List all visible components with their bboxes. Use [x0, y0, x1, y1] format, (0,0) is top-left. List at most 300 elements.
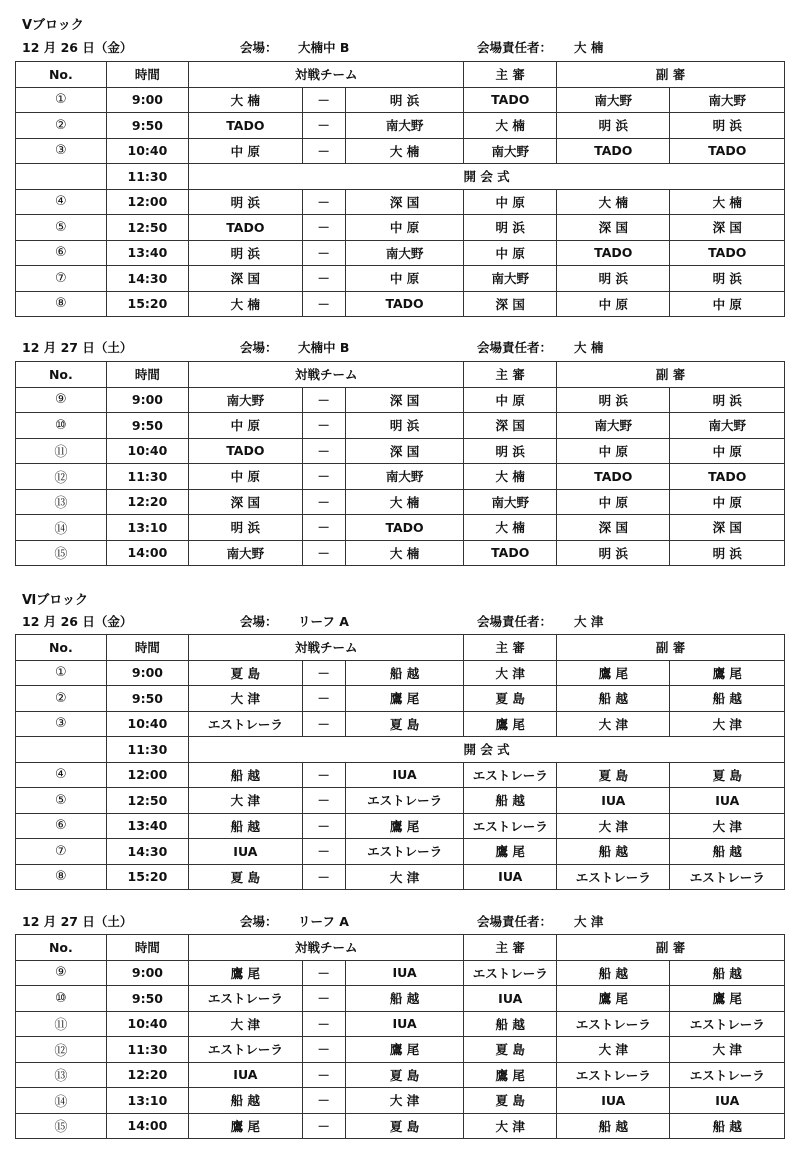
- table-row: [16, 291, 785, 317]
- match-no: ⑮: [16, 1113, 107, 1139]
- col-header-teams: 対戦チーム: [189, 635, 464, 661]
- assistant-referee-1: 深 国: [557, 215, 670, 241]
- assistant-referee-2: 深 国: [670, 515, 785, 541]
- assistant-referee-2: 大 津: [670, 711, 785, 737]
- table-row: [16, 438, 785, 464]
- assistant-referee-1: 大 津: [557, 711, 670, 737]
- table-row: [16, 788, 785, 814]
- vs-dash: －: [302, 960, 345, 986]
- col-header-no: No.: [16, 935, 107, 961]
- venue-name: 大楠中 B: [298, 40, 350, 55]
- assistant-referee-1: 中 原: [557, 291, 670, 317]
- team-away: 大 楠: [345, 138, 464, 164]
- team-away: 深 国: [345, 189, 464, 215]
- day-header: [22, 612, 792, 630]
- team-away: 深 国: [345, 438, 464, 464]
- table-row: [16, 464, 785, 490]
- table-row: [16, 686, 785, 712]
- team-home: 鷹 尾: [189, 960, 302, 986]
- team-home: 明 浜: [189, 515, 302, 541]
- opening-ceremony: 開 会 式: [189, 164, 785, 190]
- table-row: [16, 737, 785, 763]
- team-away: IUA: [345, 1011, 464, 1037]
- table-row: [16, 660, 785, 686]
- team-away: 深 国: [345, 387, 464, 413]
- main-referee: 鷹 尾: [464, 711, 557, 737]
- vs-dash: －: [302, 1062, 345, 1088]
- team-away: エストレーラ: [345, 788, 464, 814]
- match-time: 11:30: [106, 737, 188, 763]
- assistant-referee-1: TADO: [557, 138, 670, 164]
- main-referee: 明 浜: [464, 215, 557, 241]
- team-home: エストレーラ: [189, 986, 302, 1012]
- vs-dash: －: [302, 762, 345, 788]
- assistant-referee-2: 南大野: [670, 87, 785, 113]
- table-row: [16, 813, 785, 839]
- match-time: 11:30: [106, 1037, 188, 1063]
- match-time: 11:30: [106, 164, 188, 190]
- match-no: ⑪: [16, 1011, 107, 1037]
- match-time: 10:40: [106, 138, 188, 164]
- match-date: 12 月 26 日（金）: [22, 40, 133, 55]
- team-away: 船 越: [345, 660, 464, 686]
- vs-dash: －: [302, 189, 345, 215]
- assistant-referee-1: 船 越: [557, 686, 670, 712]
- main-referee: 中 原: [464, 189, 557, 215]
- table-row: [16, 138, 785, 164]
- main-referee: エストレーラ: [464, 762, 557, 788]
- table-row: [16, 762, 785, 788]
- main-referee: 中 原: [464, 240, 557, 266]
- col-header-time: 時間: [106, 635, 188, 661]
- main-referee: 鷹 尾: [464, 1062, 557, 1088]
- col-header-main-ref: 主 審: [464, 935, 557, 961]
- match-no: [16, 164, 107, 190]
- venue-manager: 大 津: [574, 914, 604, 929]
- vs-dash: －: [302, 464, 345, 490]
- assistant-referee-2: 船 越: [670, 686, 785, 712]
- match-no: ④: [16, 762, 107, 788]
- col-header-no: No.: [16, 62, 107, 88]
- main-referee: エストレーラ: [464, 813, 557, 839]
- match-time: 9:50: [106, 986, 188, 1012]
- team-home: 明 浜: [189, 240, 302, 266]
- main-referee: 南大野: [464, 489, 557, 515]
- assistant-referee-1: 大 津: [557, 813, 670, 839]
- team-home: 深 国: [189, 266, 302, 292]
- main-referee: 大 楠: [464, 464, 557, 490]
- assistant-referee-1: 大 津: [557, 1037, 670, 1063]
- table-row: [16, 189, 785, 215]
- header-row: [16, 935, 785, 961]
- main-referee: TADO: [464, 540, 557, 566]
- col-header-teams: 対戦チーム: [189, 62, 464, 88]
- match-time: 9:00: [106, 387, 188, 413]
- assistant-referee-1: IUA: [557, 788, 670, 814]
- assistant-referee-1: 船 越: [557, 960, 670, 986]
- match-time: 13:10: [106, 1088, 188, 1114]
- match-no: ①: [16, 660, 107, 686]
- assistant-referee-1: エストレーラ: [557, 864, 670, 890]
- main-referee: TADO: [464, 87, 557, 113]
- main-referee: 夏 島: [464, 1088, 557, 1114]
- header-row: [16, 635, 785, 661]
- team-home: 深 国: [189, 489, 302, 515]
- assistant-referee-1: 明 浜: [557, 387, 670, 413]
- assistant-referee-1: エストレーラ: [557, 1062, 670, 1088]
- team-away: 鷹 尾: [345, 686, 464, 712]
- assistant-referee-2: 明 浜: [670, 113, 785, 139]
- match-no: ⑨: [16, 960, 107, 986]
- assistant-referee-2: TADO: [670, 464, 785, 490]
- team-away: 南大野: [345, 240, 464, 266]
- main-referee: エストレーラ: [464, 960, 557, 986]
- assistant-referee-2: 中 原: [670, 438, 785, 464]
- main-referee: 中 原: [464, 387, 557, 413]
- assistant-referee-1: 明 浜: [557, 540, 670, 566]
- schedule-table: [15, 634, 785, 890]
- vs-dash: －: [302, 686, 345, 712]
- main-referee: 南大野: [464, 266, 557, 292]
- table-row: [16, 1088, 785, 1114]
- team-away: 大 津: [345, 864, 464, 890]
- match-no: ⑥: [16, 240, 107, 266]
- team-home: 鷹 尾: [189, 1113, 302, 1139]
- venue-manager-label: 会場責任者：: [477, 914, 553, 929]
- col-header-time: 時間: [106, 362, 188, 388]
- vs-dash: －: [302, 1113, 345, 1139]
- match-time: 10:40: [106, 1011, 188, 1037]
- team-home: エストレーラ: [189, 1037, 302, 1063]
- match-time: 14:30: [106, 839, 188, 865]
- vs-dash: －: [302, 540, 345, 566]
- assistant-referee-2: 中 原: [670, 489, 785, 515]
- match-no: ⑦: [16, 839, 107, 865]
- main-referee: 船 越: [464, 1011, 557, 1037]
- match-time: 12:20: [106, 1062, 188, 1088]
- vs-dash: －: [302, 711, 345, 737]
- team-home: 夏 島: [189, 864, 302, 890]
- assistant-referee-1: TADO: [557, 464, 670, 490]
- match-no: ⑩: [16, 986, 107, 1012]
- team-home: 大 津: [189, 686, 302, 712]
- match-no: ①: [16, 87, 107, 113]
- main-referee: 大 津: [464, 1113, 557, 1139]
- col-header-sub-ref: 副 審: [557, 635, 785, 661]
- team-home: TADO: [189, 438, 302, 464]
- main-referee: 大 楠: [464, 515, 557, 541]
- team-home: 明 浜: [189, 189, 302, 215]
- schedule-table: [15, 934, 785, 1139]
- day-header: [22, 38, 792, 56]
- match-no: ⑬: [16, 1062, 107, 1088]
- table-row: [16, 864, 785, 890]
- assistant-referee-2: 船 越: [670, 960, 785, 986]
- team-away: 明 浜: [345, 87, 464, 113]
- table-row: [16, 839, 785, 865]
- table-row: [16, 986, 785, 1012]
- vs-dash: －: [302, 839, 345, 865]
- vs-dash: －: [302, 1011, 345, 1037]
- venue-manager: 大 津: [574, 614, 604, 629]
- match-no: ⑨: [16, 387, 107, 413]
- team-away: IUA: [345, 762, 464, 788]
- match-time: 9:50: [106, 413, 188, 439]
- vs-dash: －: [302, 1037, 345, 1063]
- table-row: [16, 515, 785, 541]
- team-home: 中 原: [189, 138, 302, 164]
- main-referee: 鷹 尾: [464, 839, 557, 865]
- main-referee: 大 楠: [464, 113, 557, 139]
- table-row: [16, 266, 785, 292]
- team-home: 船 越: [189, 813, 302, 839]
- match-no: ④: [16, 189, 107, 215]
- team-home: 中 原: [189, 464, 302, 490]
- venue-label: 会場：: [240, 340, 278, 355]
- team-home: IUA: [189, 839, 302, 865]
- col-header-main-ref: 主 審: [464, 635, 557, 661]
- vs-dash: －: [302, 986, 345, 1012]
- match-date: 12 月 26 日（金）: [22, 614, 133, 629]
- col-header-sub-ref: 副 審: [557, 935, 785, 961]
- schedule-table: [15, 61, 785, 317]
- assistant-referee-2: 明 浜: [670, 266, 785, 292]
- match-no: ⑧: [16, 864, 107, 890]
- assistant-referee-2: 船 越: [670, 1113, 785, 1139]
- main-referee: 大 津: [464, 660, 557, 686]
- venue-manager-label: 会場責任者：: [477, 340, 553, 355]
- match-time: 13:10: [106, 515, 188, 541]
- assistant-referee-2: IUA: [670, 1088, 785, 1114]
- match-time: 12:50: [106, 215, 188, 241]
- block-title: Vブロック: [22, 18, 84, 33]
- assistant-referee-2: 船 越: [670, 839, 785, 865]
- day-header: [22, 338, 792, 356]
- main-referee: 明 浜: [464, 438, 557, 464]
- match-no: ③: [16, 711, 107, 737]
- match-date: 12 月 27 日（土）: [22, 340, 133, 355]
- match-no: ⑫: [16, 1037, 107, 1063]
- match-no: ⑦: [16, 266, 107, 292]
- assistant-referee-2: エストレーラ: [670, 1062, 785, 1088]
- main-referee: IUA: [464, 864, 557, 890]
- match-no: ⑪: [16, 438, 107, 464]
- assistant-referee-2: 鷹 尾: [670, 986, 785, 1012]
- team-home: 南大野: [189, 540, 302, 566]
- table-row: [16, 164, 785, 190]
- assistant-referee-2: 中 原: [670, 291, 785, 317]
- vs-dash: －: [302, 1088, 345, 1114]
- match-no: ⑬: [16, 489, 107, 515]
- match-date: 12 月 27 日（土）: [22, 914, 133, 929]
- match-no: [16, 737, 107, 763]
- assistant-referee-2: 大 津: [670, 813, 785, 839]
- match-time: 12:20: [106, 489, 188, 515]
- team-home: 大 津: [189, 1011, 302, 1037]
- vs-dash: －: [302, 87, 345, 113]
- table-row: [16, 1062, 785, 1088]
- assistant-referee-1: 南大野: [557, 413, 670, 439]
- match-time: 12:50: [106, 788, 188, 814]
- venue-label: 会場：: [240, 40, 278, 55]
- col-header-time: 時間: [106, 935, 188, 961]
- venue-name: 大楠中 B: [298, 340, 350, 355]
- match-time: 10:40: [106, 711, 188, 737]
- assistant-referee-2: エストレーラ: [670, 864, 785, 890]
- match-no: ③: [16, 138, 107, 164]
- table-row: [16, 489, 785, 515]
- assistant-referee-1: 中 原: [557, 489, 670, 515]
- main-referee: 夏 島: [464, 1037, 557, 1063]
- assistant-referee-1: 船 越: [557, 839, 670, 865]
- match-time: 14:00: [106, 1113, 188, 1139]
- venue-label: 会場：: [240, 914, 278, 929]
- schedule-table: [15, 361, 785, 566]
- table-row: [16, 387, 785, 413]
- team-home: TADO: [189, 215, 302, 241]
- team-away: 明 浜: [345, 413, 464, 439]
- team-away: 大 楠: [345, 540, 464, 566]
- assistant-referee-2: 深 国: [670, 215, 785, 241]
- match-time: 13:40: [106, 240, 188, 266]
- vs-dash: －: [302, 813, 345, 839]
- vs-dash: －: [302, 215, 345, 241]
- vs-dash: －: [302, 240, 345, 266]
- table-row: [16, 1011, 785, 1037]
- team-away: 大 楠: [345, 489, 464, 515]
- match-time: 9:00: [106, 960, 188, 986]
- venue-manager: 大 楠: [574, 40, 604, 55]
- table-row: [16, 540, 785, 566]
- team-away: 大 津: [345, 1088, 464, 1114]
- team-away: TADO: [345, 515, 464, 541]
- match-time: 9:00: [106, 660, 188, 686]
- vs-dash: －: [302, 113, 345, 139]
- vs-dash: －: [302, 438, 345, 464]
- assistant-referee-1: 南大野: [557, 87, 670, 113]
- main-referee: 船 越: [464, 788, 557, 814]
- match-time: 14:00: [106, 540, 188, 566]
- match-no: ⑮: [16, 540, 107, 566]
- table-row: [16, 711, 785, 737]
- col-header-teams: 対戦チーム: [189, 362, 464, 388]
- col-header-sub-ref: 副 審: [557, 62, 785, 88]
- assistant-referee-2: 鷹 尾: [670, 660, 785, 686]
- team-away: 南大野: [345, 464, 464, 490]
- assistant-referee-2: エストレーラ: [670, 1011, 785, 1037]
- assistant-referee-2: 明 浜: [670, 540, 785, 566]
- match-time: 12:00: [106, 189, 188, 215]
- team-home: 大 津: [189, 788, 302, 814]
- day-header: [22, 912, 792, 930]
- col-header-main-ref: 主 審: [464, 62, 557, 88]
- vs-dash: －: [302, 489, 345, 515]
- table-row: [16, 960, 785, 986]
- venue-label: 会場：: [240, 614, 278, 629]
- assistant-referee-2: 夏 島: [670, 762, 785, 788]
- match-no: ⑤: [16, 788, 107, 814]
- team-away: エストレーラ: [345, 839, 464, 865]
- match-no: ②: [16, 686, 107, 712]
- team-away: 南大野: [345, 113, 464, 139]
- table-row: [16, 1113, 785, 1139]
- main-referee: 南大野: [464, 138, 557, 164]
- match-time: 14:30: [106, 266, 188, 292]
- team-home: 中 原: [189, 413, 302, 439]
- match-no: ⑥: [16, 813, 107, 839]
- main-referee: 夏 島: [464, 686, 557, 712]
- match-time: 15:20: [106, 864, 188, 890]
- match-no: ⑩: [16, 413, 107, 439]
- team-away: TADO: [345, 291, 464, 317]
- team-away: 中 原: [345, 266, 464, 292]
- col-header-main-ref: 主 審: [464, 362, 557, 388]
- team-away: 夏 島: [345, 711, 464, 737]
- match-time: 9:50: [106, 113, 188, 139]
- assistant-referee-1: TADO: [557, 240, 670, 266]
- table-row: [16, 413, 785, 439]
- col-header-no: No.: [16, 362, 107, 388]
- assistant-referee-1: 夏 島: [557, 762, 670, 788]
- assistant-referee-2: TADO: [670, 240, 785, 266]
- match-no: ⑭: [16, 515, 107, 541]
- team-home: 大 楠: [189, 87, 302, 113]
- vs-dash: －: [302, 138, 345, 164]
- venue-manager: 大 楠: [574, 340, 604, 355]
- team-home: 南大野: [189, 387, 302, 413]
- match-no: ⑤: [16, 215, 107, 241]
- vs-dash: －: [302, 660, 345, 686]
- match-time: 9:50: [106, 686, 188, 712]
- team-home: 船 越: [189, 762, 302, 788]
- venue-manager-label: 会場責任者：: [477, 40, 553, 55]
- team-away: 鷹 尾: [345, 1037, 464, 1063]
- match-time: 15:20: [106, 291, 188, 317]
- venue-name: リーフ A: [298, 614, 349, 629]
- vs-dash: －: [302, 515, 345, 541]
- main-referee: 深 国: [464, 291, 557, 317]
- assistant-referee-2: 南大野: [670, 413, 785, 439]
- col-header-teams: 対戦チーム: [189, 935, 464, 961]
- match-no: ⑭: [16, 1088, 107, 1114]
- team-home: TADO: [189, 113, 302, 139]
- assistant-referee-2: TADO: [670, 138, 785, 164]
- vs-dash: －: [302, 864, 345, 890]
- assistant-referee-2: IUA: [670, 788, 785, 814]
- table-row: [16, 87, 785, 113]
- team-away: 夏 島: [345, 1062, 464, 1088]
- assistant-referee-2: 大 楠: [670, 189, 785, 215]
- venue-name: リーフ A: [298, 914, 349, 929]
- table-row: [16, 215, 785, 241]
- team-home: 大 楠: [189, 291, 302, 317]
- team-home: 夏 島: [189, 660, 302, 686]
- vs-dash: －: [302, 788, 345, 814]
- vs-dash: －: [302, 291, 345, 317]
- main-referee: IUA: [464, 986, 557, 1012]
- assistant-referee-1: 船 越: [557, 1113, 670, 1139]
- match-no: ⑧: [16, 291, 107, 317]
- header-row: [16, 362, 785, 388]
- match-time: 11:30: [106, 464, 188, 490]
- team-home: エストレーラ: [189, 711, 302, 737]
- assistant-referee-1: 明 浜: [557, 113, 670, 139]
- team-away: 夏 島: [345, 1113, 464, 1139]
- team-home: 船 越: [189, 1088, 302, 1114]
- block-title: Ⅵブロック: [22, 593, 89, 608]
- header-row: [16, 62, 785, 88]
- table-row: [16, 240, 785, 266]
